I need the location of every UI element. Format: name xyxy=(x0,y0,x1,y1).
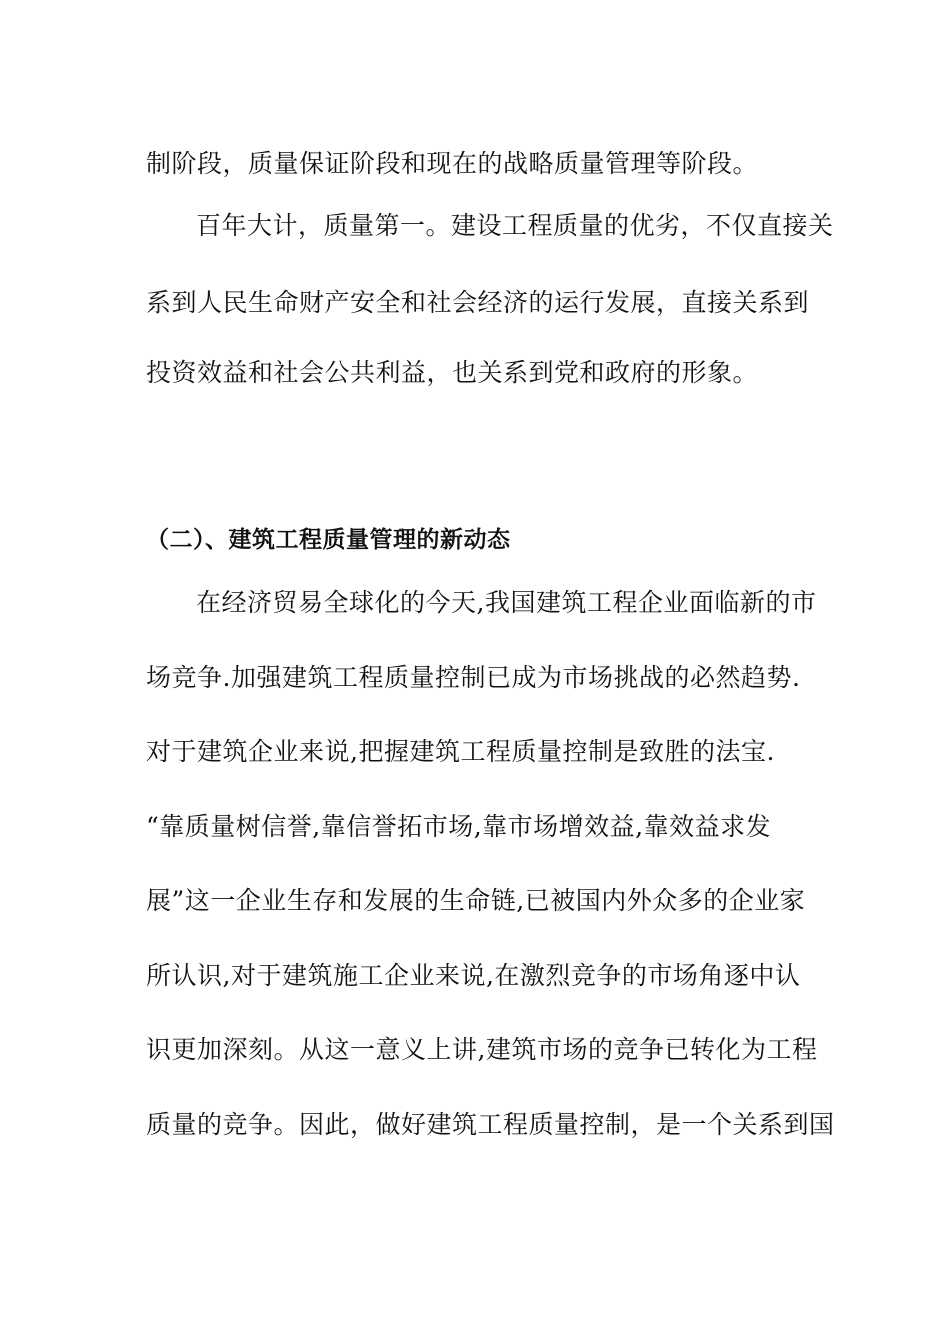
paragraph-line: “靠质量树信誉,靠信誉拓市场,靠市场增效益,靠效益求发 xyxy=(146,812,772,841)
paragraph-line: 投资效益和社会公共利益，也关系到党和政府的形象。 xyxy=(146,358,759,387)
paragraph-line: 所认识,对于建筑施工企业来说,在激烈竞争的市场角逐中认 xyxy=(146,961,801,990)
paragraph-line: 场竞争.加强建筑工程质量控制已成为市场挑战的必然趋势. xyxy=(146,663,801,692)
paragraph-line: 在经济贸易全球化的今天,我国建筑工程企业面临新的市 xyxy=(196,588,817,617)
paragraph-line: 对于建筑企业来说,把握建筑工程质量控制是致胜的法宝. xyxy=(146,737,775,766)
section-heading: （二）、建筑工程质量管理的新动态 xyxy=(146,527,511,553)
paragraph-line: 展”这一企业生存和发展的生命链,已被国内外众多的企业家 xyxy=(146,886,806,915)
paragraph-line: 识更加深刻。从这一意义上讲,建筑市场的竞争已转化为工程 xyxy=(146,1035,818,1064)
paragraph-line: 系到人民生命财产安全和社会经济的运行发展，直接关系到 xyxy=(146,288,810,317)
paragraph-line: 百年大计，质量第一。建设工程质量的优劣，不仅直接关 xyxy=(196,211,834,240)
paragraph-line: 制阶段，质量保证阶段和现在的战略质量管理等阶段。 xyxy=(146,149,759,178)
paragraph-line: 质量的竞争。因此，做好建筑工程质量控制，是一个关系到国 xyxy=(146,1110,835,1139)
